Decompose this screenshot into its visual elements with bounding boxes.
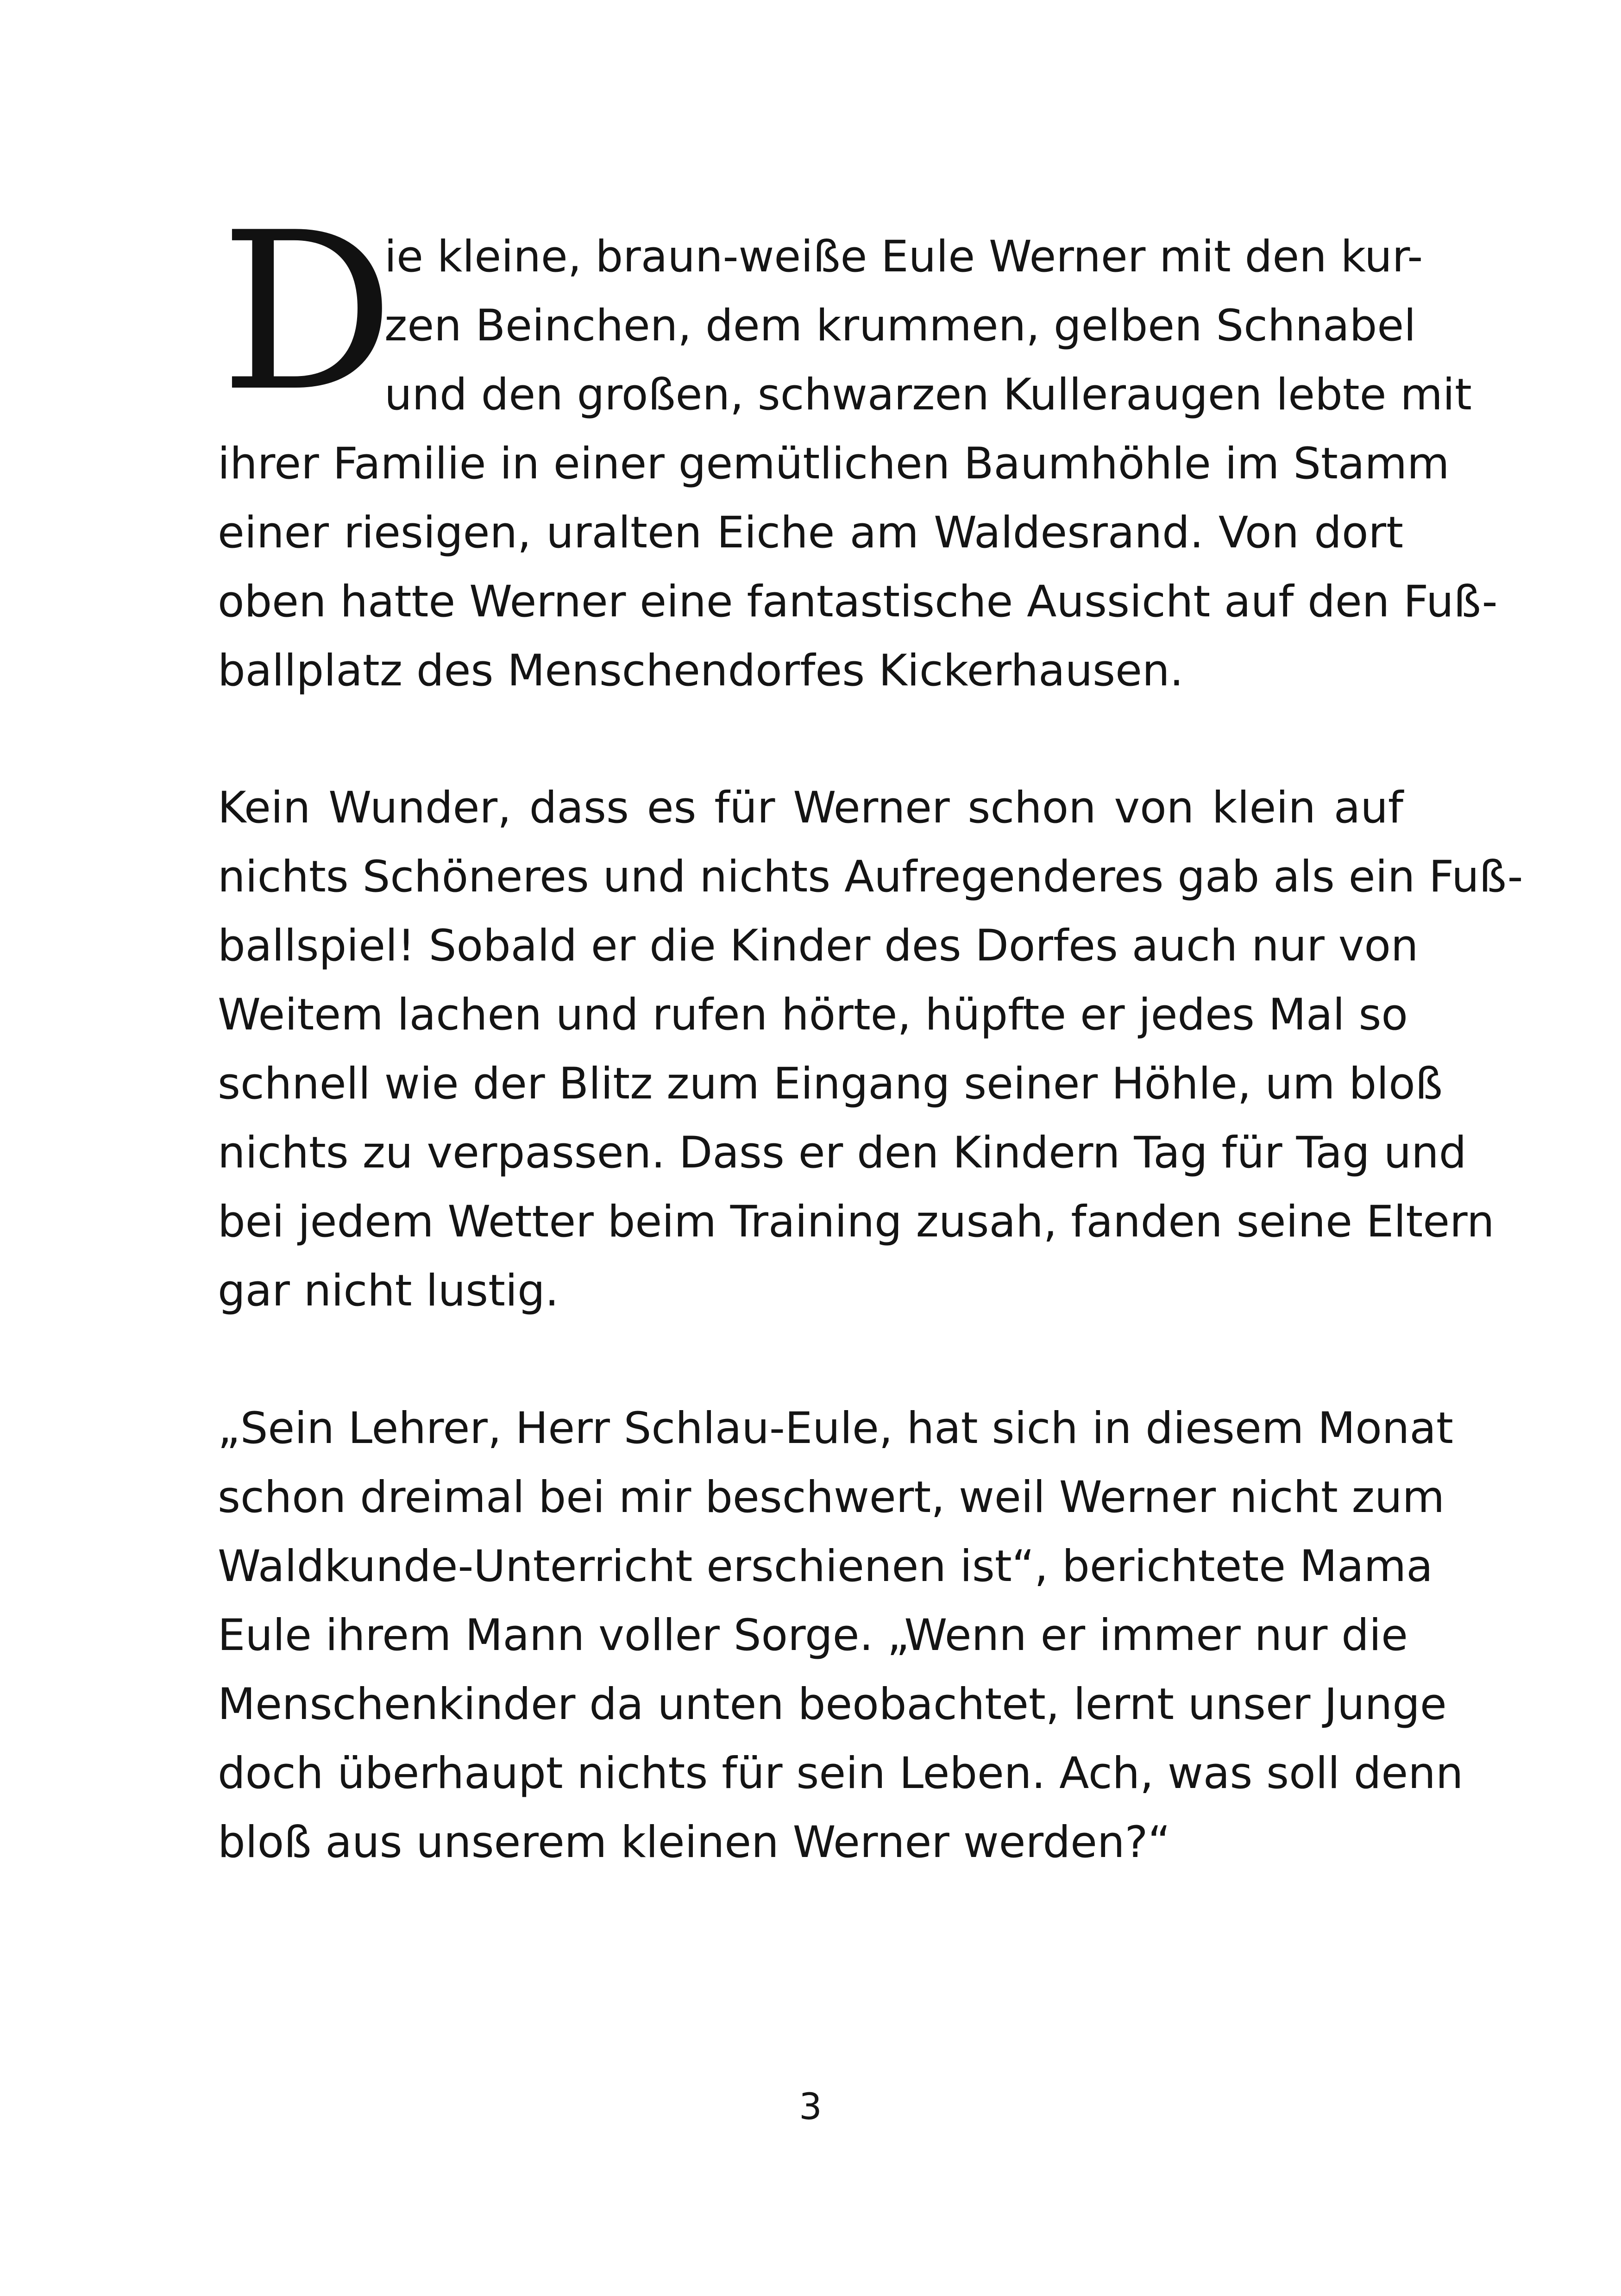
paragraph-line: schon dreimal bei mir beschwert, weil Werner nicht zum: [218, 1472, 1445, 1523]
paragraph-line: nichts zu verpassen. Dass er den Kindern Tag für Tag und: [218, 1128, 1467, 1178]
paragraph-line: bei jedem Wetter beim Training zusah, fanden seine Eltern: [218, 1197, 1495, 1247]
paragraph-line: doch überhaupt nichts für sein Leben. Ach, was soll denn: [218, 1748, 1464, 1799]
paragraph-line: ballplatz des Menschendorfes Kickerhausen.: [218, 646, 1184, 696]
paragraph-line: ballspiel! Sobald er die Kinder des Dorfes auch nur von: [218, 921, 1419, 971]
paragraph-line: Kein Wunder, dass es für Werner schon von klein auf: [218, 783, 1403, 833]
paragraph-line: Eule ihrem Mann voller Sorge. „Wenn er immer nur die: [218, 1610, 1408, 1661]
paragraph-line: Weitem lachen und rufen hörte, hüpfte er jedes Mal so: [218, 990, 1408, 1040]
paragraph-line: bloß aus unserem kleinen Werner werden?“: [218, 1817, 1171, 1868]
paragraph-line: und den großen, schwarzen Kulleraugen lebte mit: [384, 370, 1472, 420]
paragraph-line: Menschenkinder da unten beobachtet, lernt unser Junge: [218, 1679, 1447, 1730]
paragraph-line: oben hatte Werner eine fantastische Aussicht auf den Fuß-: [218, 577, 1498, 627]
paragraph-line: zen Beinchen, dem krummen, gelben Schnabel: [384, 301, 1416, 351]
paragraph-line: ihrer Familie in einer gemütlichen Baumhöhle im Stamm: [218, 439, 1450, 489]
paragraph-line: einer riesigen, uralten Eiche am Waldesrand. Von dort: [218, 508, 1403, 558]
paragraph-line: „Sein Lehrer, Herr Schlau-Eule, hat sich in diesem Monat: [218, 1403, 1453, 1454]
drop-cap-letter: D: [220, 186, 395, 439]
page-number: 3: [799, 2086, 822, 2128]
paragraph-line: gar nicht lustig.: [218, 1266, 559, 1316]
paragraph-line: Waldkunde-Unterricht erschienen ist“, berichtete Mama: [218, 1541, 1433, 1592]
paragraph-line: schnell wie der Blitz zum Eingang seiner Höhle, um bloß: [218, 1059, 1443, 1109]
paragraph-line: nichts Schöneres und nichts Aufregenderes gab als ein Fuß-: [218, 852, 1523, 902]
paragraph-line: ie kleine, braun-weiße Eule Werner mit den kur-: [384, 232, 1423, 282]
